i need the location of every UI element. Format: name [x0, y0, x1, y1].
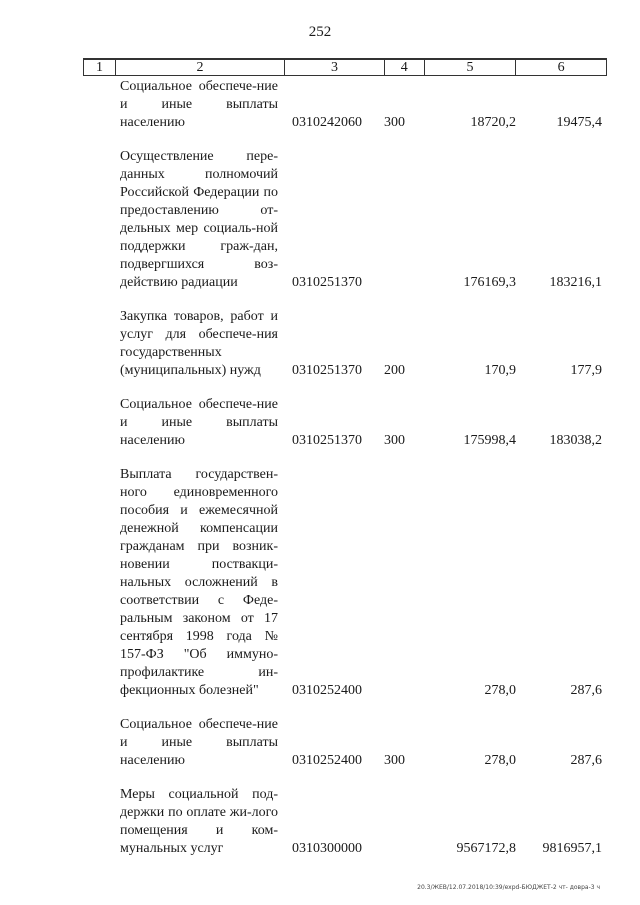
row-value-2020: 183038,2	[549, 433, 602, 448]
table-row	[83, 466, 607, 700]
header-col-3: 3	[285, 60, 385, 75]
table-row	[83, 308, 607, 380]
row-value-2020: 287,6	[570, 753, 602, 768]
row-description: Меры социальной под-держки по оплате жи-лого помещения и ком-мунальных услуг	[120, 787, 278, 856]
header-col-4: 4	[385, 60, 425, 75]
row-description: Выплата государствен-ного единовременного пособия и ежемесячной денежной компенсации гражданам при возник-новении поствакци-нальных осложнений в соответствии с Феде-ральным законом от 17 сентября 1998 года № 157-ФЗ "Об иммуно-профилактике ин-фекционных болезней"	[120, 467, 278, 698]
row-expense-type: 300	[384, 433, 405, 448]
table-body	[83, 78, 607, 858]
row-value-2019: 278,0	[484, 753, 516, 768]
row-value-2019: 170,9	[484, 363, 516, 378]
table-row	[83, 716, 607, 770]
row-value-2019: 175998,4	[463, 433, 516, 448]
row-code: 0310251370	[292, 363, 362, 378]
table-row	[83, 396, 607, 450]
row-expense-type: 300	[384, 115, 405, 130]
table-row	[83, 148, 607, 292]
header-col-1: 1	[84, 60, 116, 75]
row-description: Социальное обеспече-ние и иные выплаты населению	[120, 79, 278, 130]
row-value-2020: 183216,1	[549, 275, 602, 290]
row-value-2020: 9816957,1	[542, 841, 602, 856]
row-code: 0310252400	[292, 683, 362, 698]
row-value-2020: 287,6	[570, 683, 602, 698]
row-code: 0310242060	[292, 115, 362, 130]
row-expense-type: 300	[384, 753, 405, 768]
row-description: Осуществление пере-данных полномочий Российской Федерации по предоставлению от-дельных мер социаль-ной поддержки граж-дан, подвергшихся воз-действию радиации	[120, 149, 278, 290]
row-code: 0310300000	[292, 841, 362, 856]
row-value-2019: 18720,2	[470, 115, 516, 130]
row-value-2020: 19475,4	[556, 115, 602, 130]
header-col-5: 5	[425, 60, 517, 75]
row-code: 0310252400	[292, 753, 362, 768]
page-number: 252	[308, 24, 332, 40]
table-row	[83, 78, 607, 132]
row-value-2019: 278,0	[484, 683, 516, 698]
row-value-2019: 176169,3	[463, 275, 516, 290]
row-expense-type: 200	[384, 363, 405, 378]
table-header	[83, 58, 607, 76]
row-value-2020: 177,9	[570, 363, 602, 378]
row-code: 0310251370	[292, 433, 362, 448]
row-description: Закупка товаров, работ и услуг для обеспече-ния государственных (муниципальных) нужд	[120, 309, 278, 378]
header-col-2: 2	[116, 60, 285, 75]
row-value-2019: 9567172,8	[456, 841, 516, 856]
row-description: Социальное обеспече-ние и иные выплаты населению	[120, 717, 278, 768]
row-description: Социальное обеспече-ние и иные выплаты населению	[120, 397, 278, 448]
row-code: 0310251370	[292, 275, 362, 290]
document-footer-code: 20.3/ЖЕВ/12.07.2018/10:39/expd-БЮДЖЕТ-2 чт- довра-3 ч	[417, 884, 600, 891]
table-row	[83, 786, 607, 858]
header-col-6: 6	[557, 60, 565, 75]
